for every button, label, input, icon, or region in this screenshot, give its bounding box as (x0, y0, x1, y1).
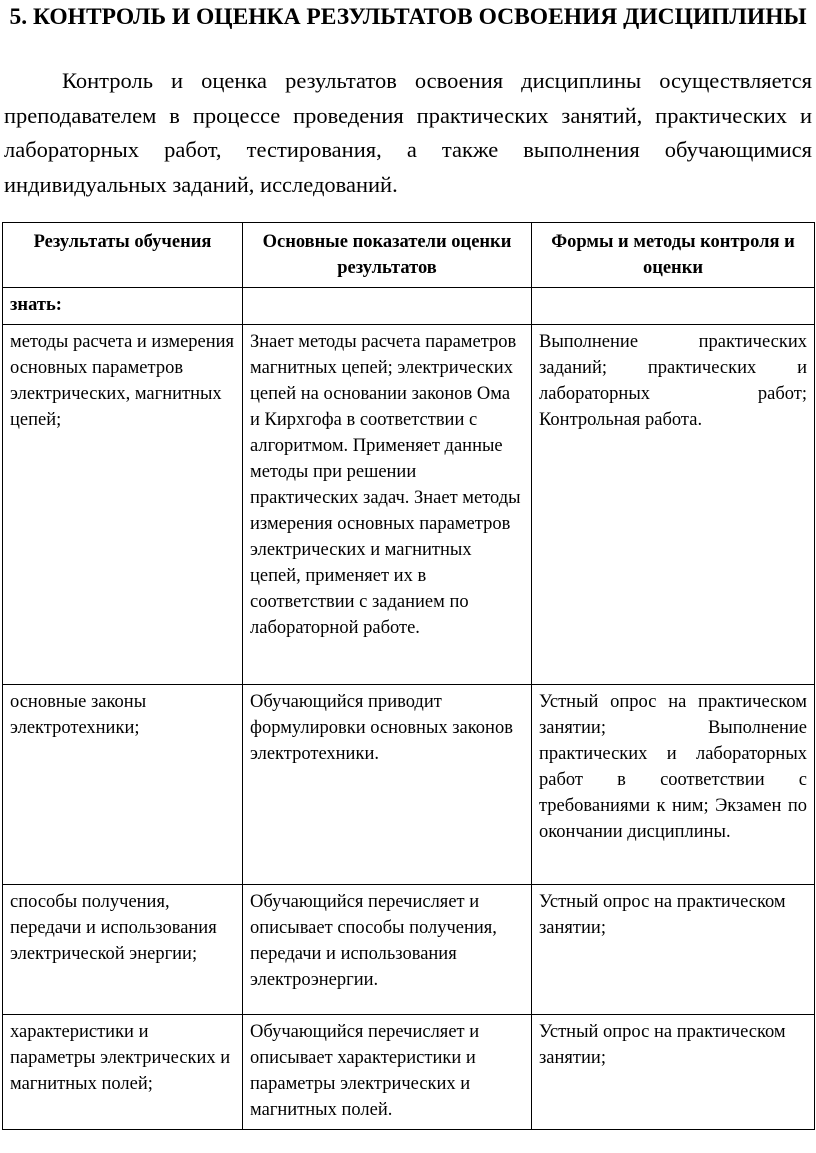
table-header-row (3, 223, 815, 288)
cell-result: характеристики и параметры электрических и магнитных полей; (3, 1015, 243, 1130)
section-title: 5. КОНТРОЛЬ И ОЦЕНКА РЕЗУЛЬТАТОВ ОСВОЕНИЯ ДИСЦИПЛИНЫ (9, 4, 807, 30)
intro-paragraph: Контроль и оценка результатов освоения дисциплины осуществляется преподавателем в процессе проведения практических занятий, практических и лабораторных работ, тестирования, а также выполнения обучающимися индивидуальных заданий, исследований. (4, 68, 812, 197)
section-label: знать: (3, 288, 243, 325)
empty-cell (243, 288, 532, 325)
cell-indicators: Обучающийся перечисляет и описывает способы получения, передачи и использования электроэнергии. (243, 885, 532, 1015)
cell-methods: Выполнение практических заданий; практических и лабораторных работ; Контрольная работа. (532, 325, 815, 685)
empty-cell (532, 288, 815, 325)
results-table (2, 222, 815, 1130)
header-indicators: Основные показатели оценки результатов (243, 223, 532, 288)
cell-methods: Устный опрос на практическом занятии; (532, 1015, 815, 1130)
cell-methods: Устный опрос на практическом занятии; Выполнение практических и лабораторных работ в соответствии с требованиями к ним; Экзамен по окончании дисциплины. (532, 685, 815, 885)
header-results: Результаты обучения (3, 223, 243, 288)
cell-result: основные законы электротехники; (3, 685, 243, 885)
table-row (3, 685, 815, 885)
cell-indicators: Обучающийся приводит формулировки основных законов электротехники. (243, 685, 532, 885)
header-methods: Формы и методы контроля и оценки (532, 223, 815, 288)
cell-result: методы расчета и измерения основных параметров электрических, магнитных цепей; (3, 325, 243, 685)
table-row (3, 885, 815, 1015)
cell-result: способы получения, передачи и использования электрической энергии; (3, 885, 243, 1015)
table-section-row (3, 288, 815, 325)
table-row (3, 325, 815, 685)
cell-methods: Устный опрос на практическом занятии; (532, 885, 815, 1015)
cell-indicators: Знает методы расчета параметров магнитных цепей; электрических цепей на основании законов Ома и Кирхгофа в соответствии с алгоритмом. Применяет данные методы при решении практических задач. Знает методы измерения основных параметров электрических и магнитных цепей, применяет их в соответствии с заданием по лабораторной работе. (243, 325, 532, 685)
table-row (3, 1015, 815, 1130)
cell-indicators: Обучающийся перечисляет и описывает характеристики и параметры электрических и магнитных полей. (243, 1015, 532, 1130)
